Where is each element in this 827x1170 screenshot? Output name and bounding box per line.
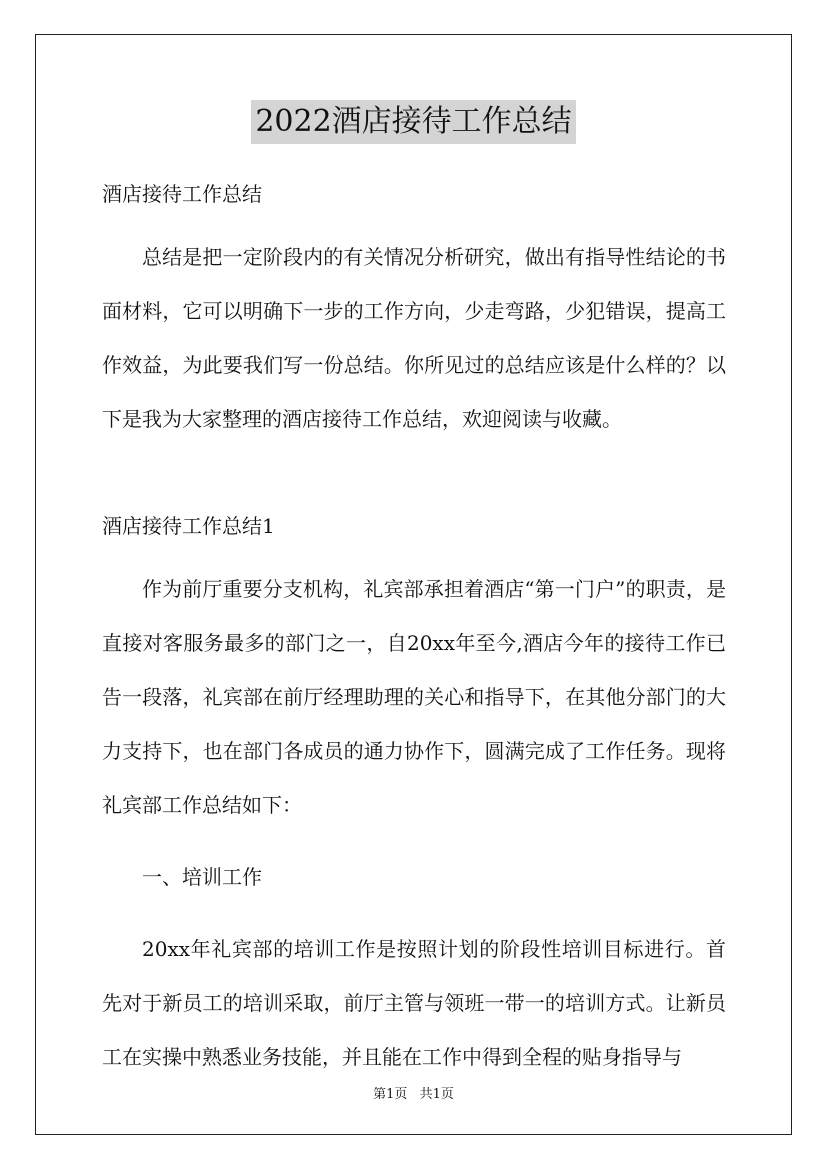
page-total: 共1页 xyxy=(419,1087,454,1102)
document-body xyxy=(102,176,726,1102)
title-container xyxy=(0,100,827,144)
intro-paragraph: 总结是把一定阶段内的有关情况分析研究，做出有指导性结论的书面材料，它可以明确下一步的工作方向，少走弯路，少犯错误，提高工作效益，为此要我们写一份总结。你所见过的总结应该是什么样的？以下是我为大家整理的酒店接待工作总结，欢迎阅读与收藏。 xyxy=(102,245,726,431)
section-heading-1: 酒店接待工作总结1 xyxy=(102,514,275,538)
spacer xyxy=(102,464,726,508)
page-footer xyxy=(0,1083,827,1102)
section-heading: 酒店接待工作总结 xyxy=(102,182,262,206)
page-number: 第1页 xyxy=(373,1087,408,1102)
body-paragraph-2: 20xx年礼宾部的培训工作是按照计划的阶段性培训目标进行。首先对于新员工的培训采取，前厅主管与领班一带一的培训方式。让新员工在实操中熟悉业务技能，并且能在工作中得到全程的贴身指导与 xyxy=(102,937,726,1069)
subsection-heading: 一、培训工作 xyxy=(142,865,262,889)
document-title: 2022酒店接待工作总结 xyxy=(251,100,575,144)
body-paragraph-1: 作为前厅重要分支机构，礼宾部承担着酒店“第一门户”的职责，是直接对客服务最多的部门之一，自20xx年至今,酒店今年的接待工作已告一段落，礼宾部在前厅经理助理的关心和指导下，在其他分部门的大力支持下，也在部门各成员的通力协作下，圆满完成了工作任务。现将礼宾部工作总结如下： xyxy=(102,577,726,817)
